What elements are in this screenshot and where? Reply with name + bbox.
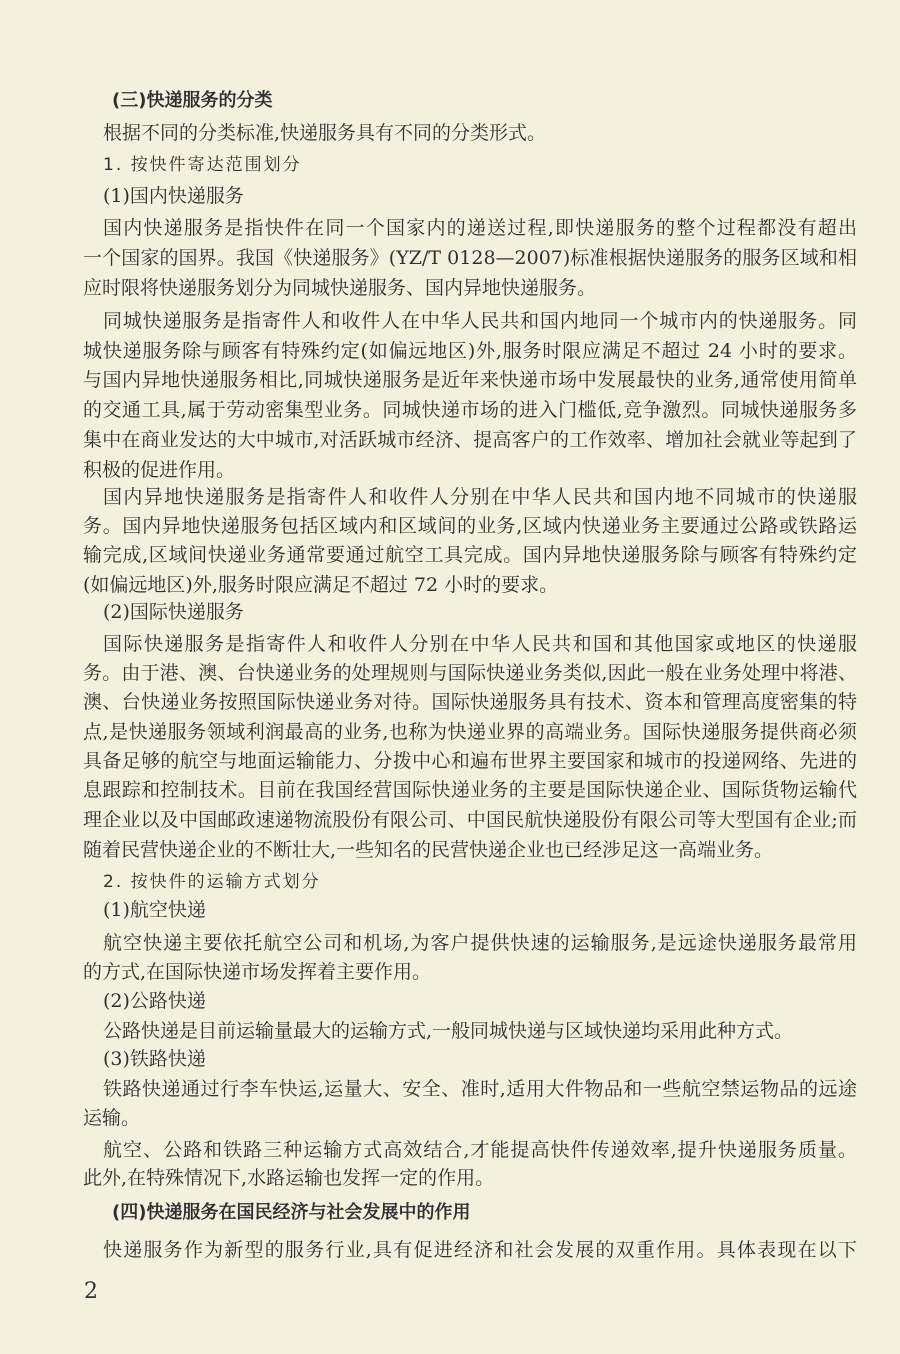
paragraph-line: 具备足够的航空与地面运输能力、分拨中心和遍布世界主要国家和城市的投递网络、先进的 bbox=[83, 750, 857, 772]
paragraph-line: 随着民营快递企业的不断壮大,一些知名的民营快递企业也已经涉足这一高端业务。 bbox=[83, 839, 774, 861]
section-heading-4: (四)快递服务在国民经济与社会发展中的作用 bbox=[112, 1202, 471, 1223]
paragraph-line: 点,是快递服务领域利润最高的业务,也称为快递业界的高端业务。国际快递服务提供商必须 bbox=[83, 721, 857, 743]
paragraph-line: 公路快递是目前运输量最大的运输方式,一般同城快递与区域快递均采用此种方式。 bbox=[103, 1020, 794, 1042]
paragraph-line: 国际快递服务是指寄件人和收件人分别在中华人民共和国和其他国家或地区的快递服 bbox=[103, 633, 857, 655]
paragraph-line: 澳、台快递业务按照国际快递业务对待。国际快递服务具有技术、资本和管理高度密集的特 bbox=[83, 691, 857, 713]
paragraph-line: 根据不同的分类标准,快递服务具有不同的分类形式。 bbox=[103, 122, 547, 144]
paragraph-line: 城快递服务除与顾客有特殊约定(如偏远地区)外,服务时限应满足不超过 24 小时的要求。 bbox=[83, 340, 857, 362]
subheading: (3)铁路快递 bbox=[103, 1048, 206, 1070]
paragraph-line: 务。国内异地快递服务包括区域内和区域间的业务,区域内快递业务主要通过公路或铁路运 bbox=[83, 515, 857, 537]
paragraph-line: 集中在商业发达的大中城市,对活跃城市经济、提高客户的工作效率、增加社会就业等起到了 bbox=[83, 429, 857, 451]
paragraph-line: 的方式,在国际快递市场发挥着主要作用。 bbox=[83, 961, 432, 983]
paragraph-line: 一个国家的国界。我国《快递服务》(YZ/T 0128—2007)标准根据快递服务的服务区域和相 bbox=[83, 247, 857, 269]
paragraph-line: 国内异地快递服务是指寄件人和收件人分别在中华人民共和国内地不同城市的快递服 bbox=[103, 486, 857, 508]
page-number: 2 bbox=[84, 1279, 98, 1304]
paragraph-line: 快递服务作为新型的服务行业,具有促进经济和社会发展的双重作用。具体表现在以下 bbox=[103, 1239, 857, 1261]
subheading: (1)航空快递 bbox=[103, 899, 206, 921]
paragraph-line: 国内快递服务是指快件在同一个国家内的递送过程,即快递服务的整个过程都没有超出 bbox=[103, 217, 857, 239]
paragraph-line: 输完成,区域间快递业务通常要通过航空工具完成。国内异地快递服务除与顾客有特殊约定 bbox=[83, 544, 857, 566]
subheading: 1. 按快件寄达范围划分 bbox=[103, 155, 302, 175]
paragraph-line: 积极的促进作用。 bbox=[83, 459, 236, 481]
subheading: (1)国内快递服务 bbox=[103, 185, 244, 207]
subheading: (2)国际快递服务 bbox=[103, 601, 244, 623]
paragraph-line: 理企业以及中国邮政速递物流股份有限公司、中国民航快递股份有限公司等大型国有企业;而 bbox=[83, 809, 857, 831]
section-heading-3: (三)快递服务的分类 bbox=[112, 90, 273, 111]
paragraph-line: (如偏远地区)外,服务时限应满足不超过 72 小时的要求。 bbox=[83, 574, 559, 596]
paragraph-line: 的交通工具,属于劳动密集型业务。同城快递市场的进入门槛低,竞争激烈。同城快递服务多 bbox=[83, 399, 857, 421]
paragraph-line: 同城快递服务是指寄件人和收件人在中华人民共和国内地同一个城市内的快递服务。同 bbox=[103, 310, 857, 332]
paragraph-line: 航空、公路和铁路三种运输方式高效结合,才能提高快件传递效率,提升快递服务质量。 bbox=[103, 1139, 857, 1161]
paragraph-line: 运输。 bbox=[83, 1107, 141, 1129]
paragraph-line: 此外,在特殊情况下,水路运输也发挥一定的作用。 bbox=[83, 1167, 495, 1189]
paragraph-line: 务。由于港、澳、台快递业务的处理规则与国际快递业务类似,因此一般在业务处理中将港、 bbox=[83, 662, 857, 684]
paragraph-line: 与国内异地快递服务相比,同城快递服务是近年来快递市场中发展最快的业务,通常使用简单 bbox=[83, 369, 857, 391]
paragraph-line: 应时限将快递服务划分为同城快递服务、国内异地快递服务。 bbox=[83, 277, 597, 299]
subheading: 2. 按快件的运输方式划分 bbox=[103, 872, 321, 892]
paragraph-line: 息跟踪和控制技术。目前在我国经营国际快递业务的主要是国际快递企业、国际货物运输代 bbox=[83, 779, 857, 801]
paragraph-line: 铁路快递通过行李车快运,运量大、安全、准时,适用大件物品和一些航空禁运物品的远途 bbox=[103, 1078, 857, 1100]
subheading: (2)公路快递 bbox=[103, 990, 206, 1012]
paragraph-line: 航空快递主要依托航空公司和机场,为客户提供快速的运输服务,是远途快递服务最常用 bbox=[103, 932, 857, 954]
